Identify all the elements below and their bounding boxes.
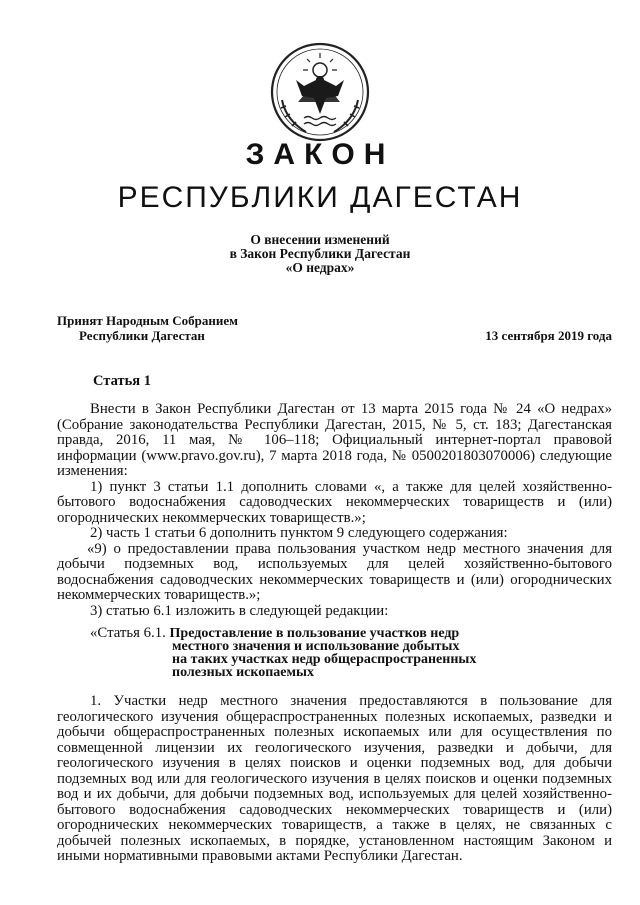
- document-title: ЗАКОН: [245, 138, 395, 171]
- article-6-1-title-line1: Предоставление в пользование участков недр: [169, 626, 460, 641]
- article-body: [57, 402, 612, 865]
- law-name-line1: О внесении изменений: [250, 232, 390, 247]
- adoption-line2: Республики Дагестан: [79, 328, 205, 343]
- adoption-date: 13 сентября 2019 года: [485, 328, 612, 343]
- amendment-item2: 2) часть 1 статьи 6 дополнить пунктом 9 следующего содержания:: [90, 525, 508, 541]
- amendment-item1: 1) пункт 3 статьи 1.1 дополнить словами «, а также для целей хозяйственно-бытового водоснабжения садоводческих некоммерческих товариществ и (или) огороднических некоммерческих товариществ.»;: [57, 478, 612, 526]
- dagestan-coat-of-arms-icon: [268, 40, 372, 144]
- article-intro: Внести в Закон Республики Дагестан от 13 марта 2015 года № 24 «О недрах» (Собрание законодательства Республики Дагестан, 2015, № 5, ст. 183; Дагестанская правда, 2016, 11 мая, № 106–118; Официальный интернет-портал правовой информации (www.pravo.gov.ru), 7 марта 2018 года, № 0500201803070006) следующие изменения:: [57, 401, 612, 479]
- adoption-line1: Принят Народным Собранием: [57, 313, 239, 328]
- law-name-line2: в Закон Республики Дагестан: [229, 246, 411, 261]
- article-6-1-part1: 1. Участки недр местного значения предоставляются в пользование для геологического изучения общераспространенных полезных ископаемых, разведки и добычи общераспространенных полезных ископаемых или для осуществления по совмещенной лицензии их геологического изучения, разведки и добычи, для геологического изучения в целях поисков и оценки подземных вод, для добычи подземных вод или для геологического изучения в целях поисков и оценки подземных вод и их добычи, для добычи подземных вод, используемых для целей хозяйственно-бытового водоснабжения садоводческих некоммерческих товариществ и (или) огороднических некоммерческих товариществ, а также в целях, не связанных с добычей полезных ископаемых, в порядке, установленном настоящим Законом и иными нормативными правовыми актами Республики Дагестан.: [57, 693, 612, 864]
- amendment-item3: 3) статью 6.1 изложить в следующей редакции:: [90, 602, 389, 619]
- adoption-info: [57, 313, 238, 343]
- article-6-1-title-line4: полезных ископаемых: [172, 665, 314, 680]
- article-6-1-title-line2: местного значения и использование добытых: [172, 639, 460, 654]
- article-6-1-prefix: «Статья 6.1.: [90, 625, 166, 641]
- article-6-1-heading: [57, 626, 612, 688]
- article-6-1-title-line3: на таких участках недр общераспространенных: [172, 652, 477, 667]
- law-name-line3: «О недрах»: [285, 260, 355, 275]
- law-name: [0, 233, 640, 275]
- document-subtitle: РЕСПУБЛИКИ ДАГЕСТАН: [117, 181, 523, 214]
- article-heading: Статья 1: [93, 373, 151, 389]
- amendment-item2-text: «9) о предоставлении права пользования участком недр местного значения для добычи подземных вод, используемых для целей хозяйственно-бытового водоснабжения садоводческих некоммерческих товариществ и (или) огороднических некоммерческих товариществ.»;: [57, 540, 612, 603]
